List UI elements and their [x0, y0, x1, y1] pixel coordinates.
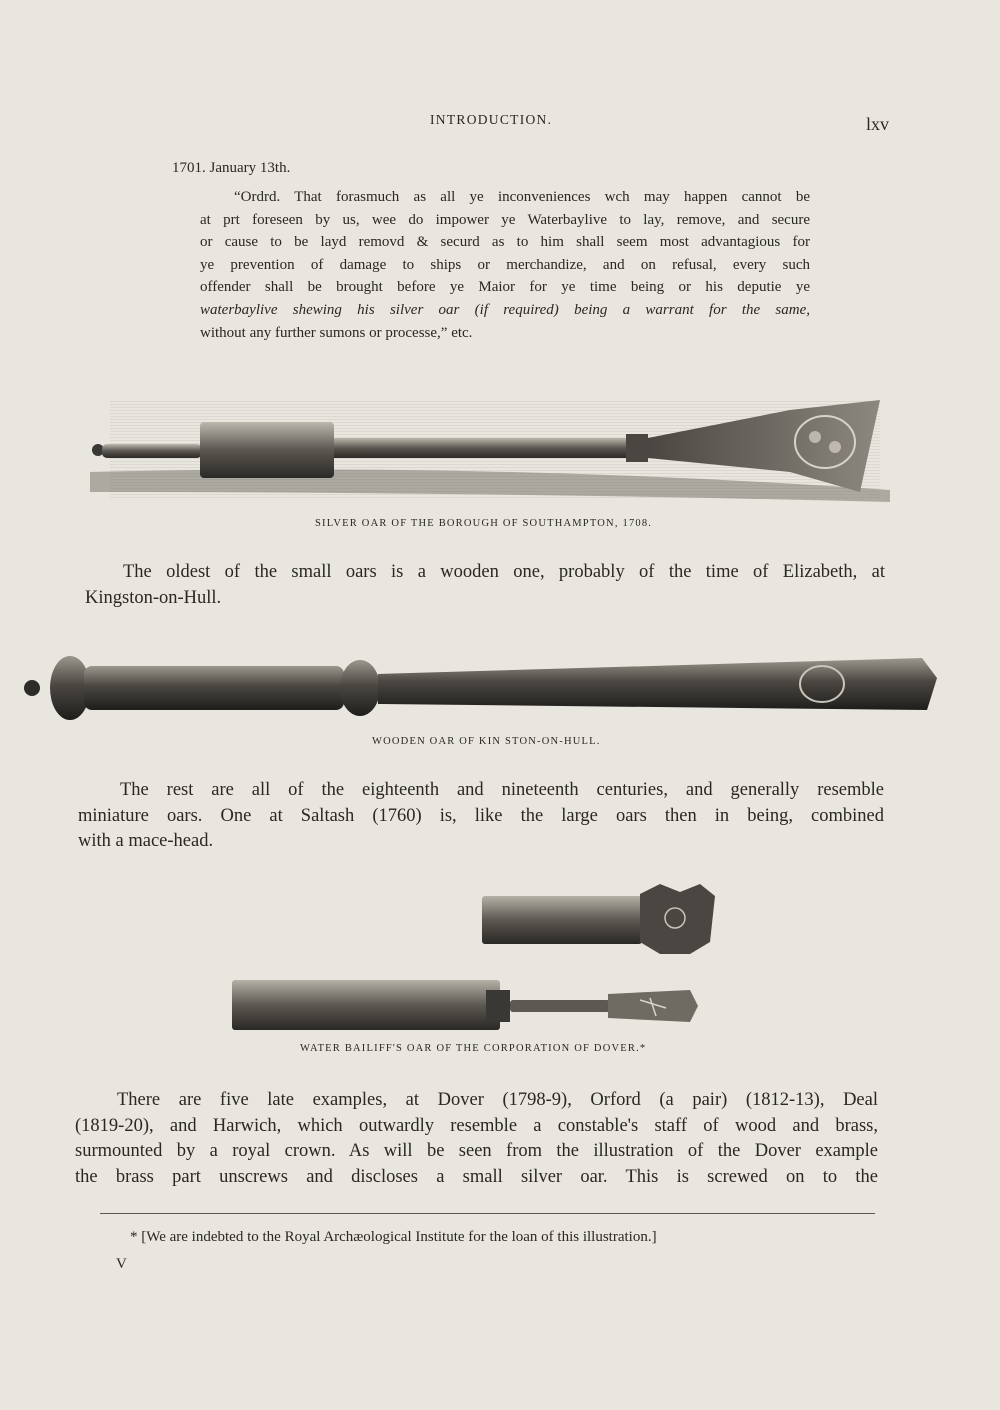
signature-mark: V: [116, 1256, 127, 1272]
paragraph-line: Kingston-on-Hull.: [85, 587, 222, 608]
quote-line: without any further sumons or processe,” etc.: [200, 324, 473, 341]
figure-caption-southampton: SILVER OAR OF THE BOROUGH OF SOUTHAMPTON, 1708.: [315, 518, 653, 529]
quote-line: at prt foreseen by us, wee do impower ye Waterbaylive to lay, remove, and secure: [200, 211, 810, 228]
quote-line: or cause to be layd removd & securd as to him shall seem most advantagious for: [200, 234, 810, 251]
paragraph-line: miniature oars. One at Saltash (1760) is, like the large oars then in being, combined: [78, 805, 884, 826]
paragraph-line: The oldest of the small oars is a wooden one, probably of the time of Elizabeth, at: [123, 562, 885, 582]
paragraph-line: The rest are all of the eighteenth and nineteenth centuries, and generally resemble: [120, 780, 884, 800]
southampton-oar-illustration: [90, 392, 910, 512]
paragraph-line: (1819-20), and Harwich, which outwardly resemble a constable's staff of wood and brass,: [75, 1115, 878, 1136]
figure-caption-hull: WOODEN OAR OF KIN STON-ON-HULL.: [372, 736, 601, 747]
paragraph-oldest-oar: [85, 560, 885, 611]
quoted-order: [200, 186, 810, 344]
footnote: * [We are indebted to the Royal Archæological Institute for the loan of this illustration.]: [130, 1229, 657, 1245]
entry-date: 1701. January 13th.: [172, 160, 291, 176]
hull-oar-illustration: [22, 652, 942, 732]
dover-oar-illustration: [220, 882, 740, 1037]
paragraph-line: There are five late examples, at Dover (1798-9), Orford (a pair) (1812-13), Deal: [117, 1090, 878, 1110]
paragraph-line: with a mace-head.: [78, 831, 214, 852]
quote-line: ye prevention of damage to ships or merchandize, and on refusal, every such: [200, 256, 810, 273]
paragraph-line: the brass part unscrews and discloses a small silver oar. This is screwed on to the: [75, 1166, 878, 1187]
paragraph-late-examples: [75, 1088, 878, 1190]
paragraph-eighteenth-century: [78, 778, 884, 855]
running-head: INTRODUCTION.: [430, 112, 553, 127]
figure-caption-dover: WATER BAILIFF'S OAR OF THE CORPORATION OF DOVER.*: [300, 1043, 647, 1054]
quote-line: “Ordrd. That forasmuch as all ye inconveniences wch may happen cannot be: [234, 189, 810, 205]
footnote-rule: [100, 1213, 875, 1214]
quote-line: waterbaylive shewing his silver oar (if required) being a warrant for the same,: [200, 301, 810, 318]
quote-line: offender shall be brought before ye Maior for ye time being or his deputie ye: [200, 279, 810, 296]
page-number: lxv: [866, 114, 890, 134]
paragraph-line: surmounted by a royal crown. As will be seen from the illustration of the Dover example: [75, 1141, 878, 1162]
